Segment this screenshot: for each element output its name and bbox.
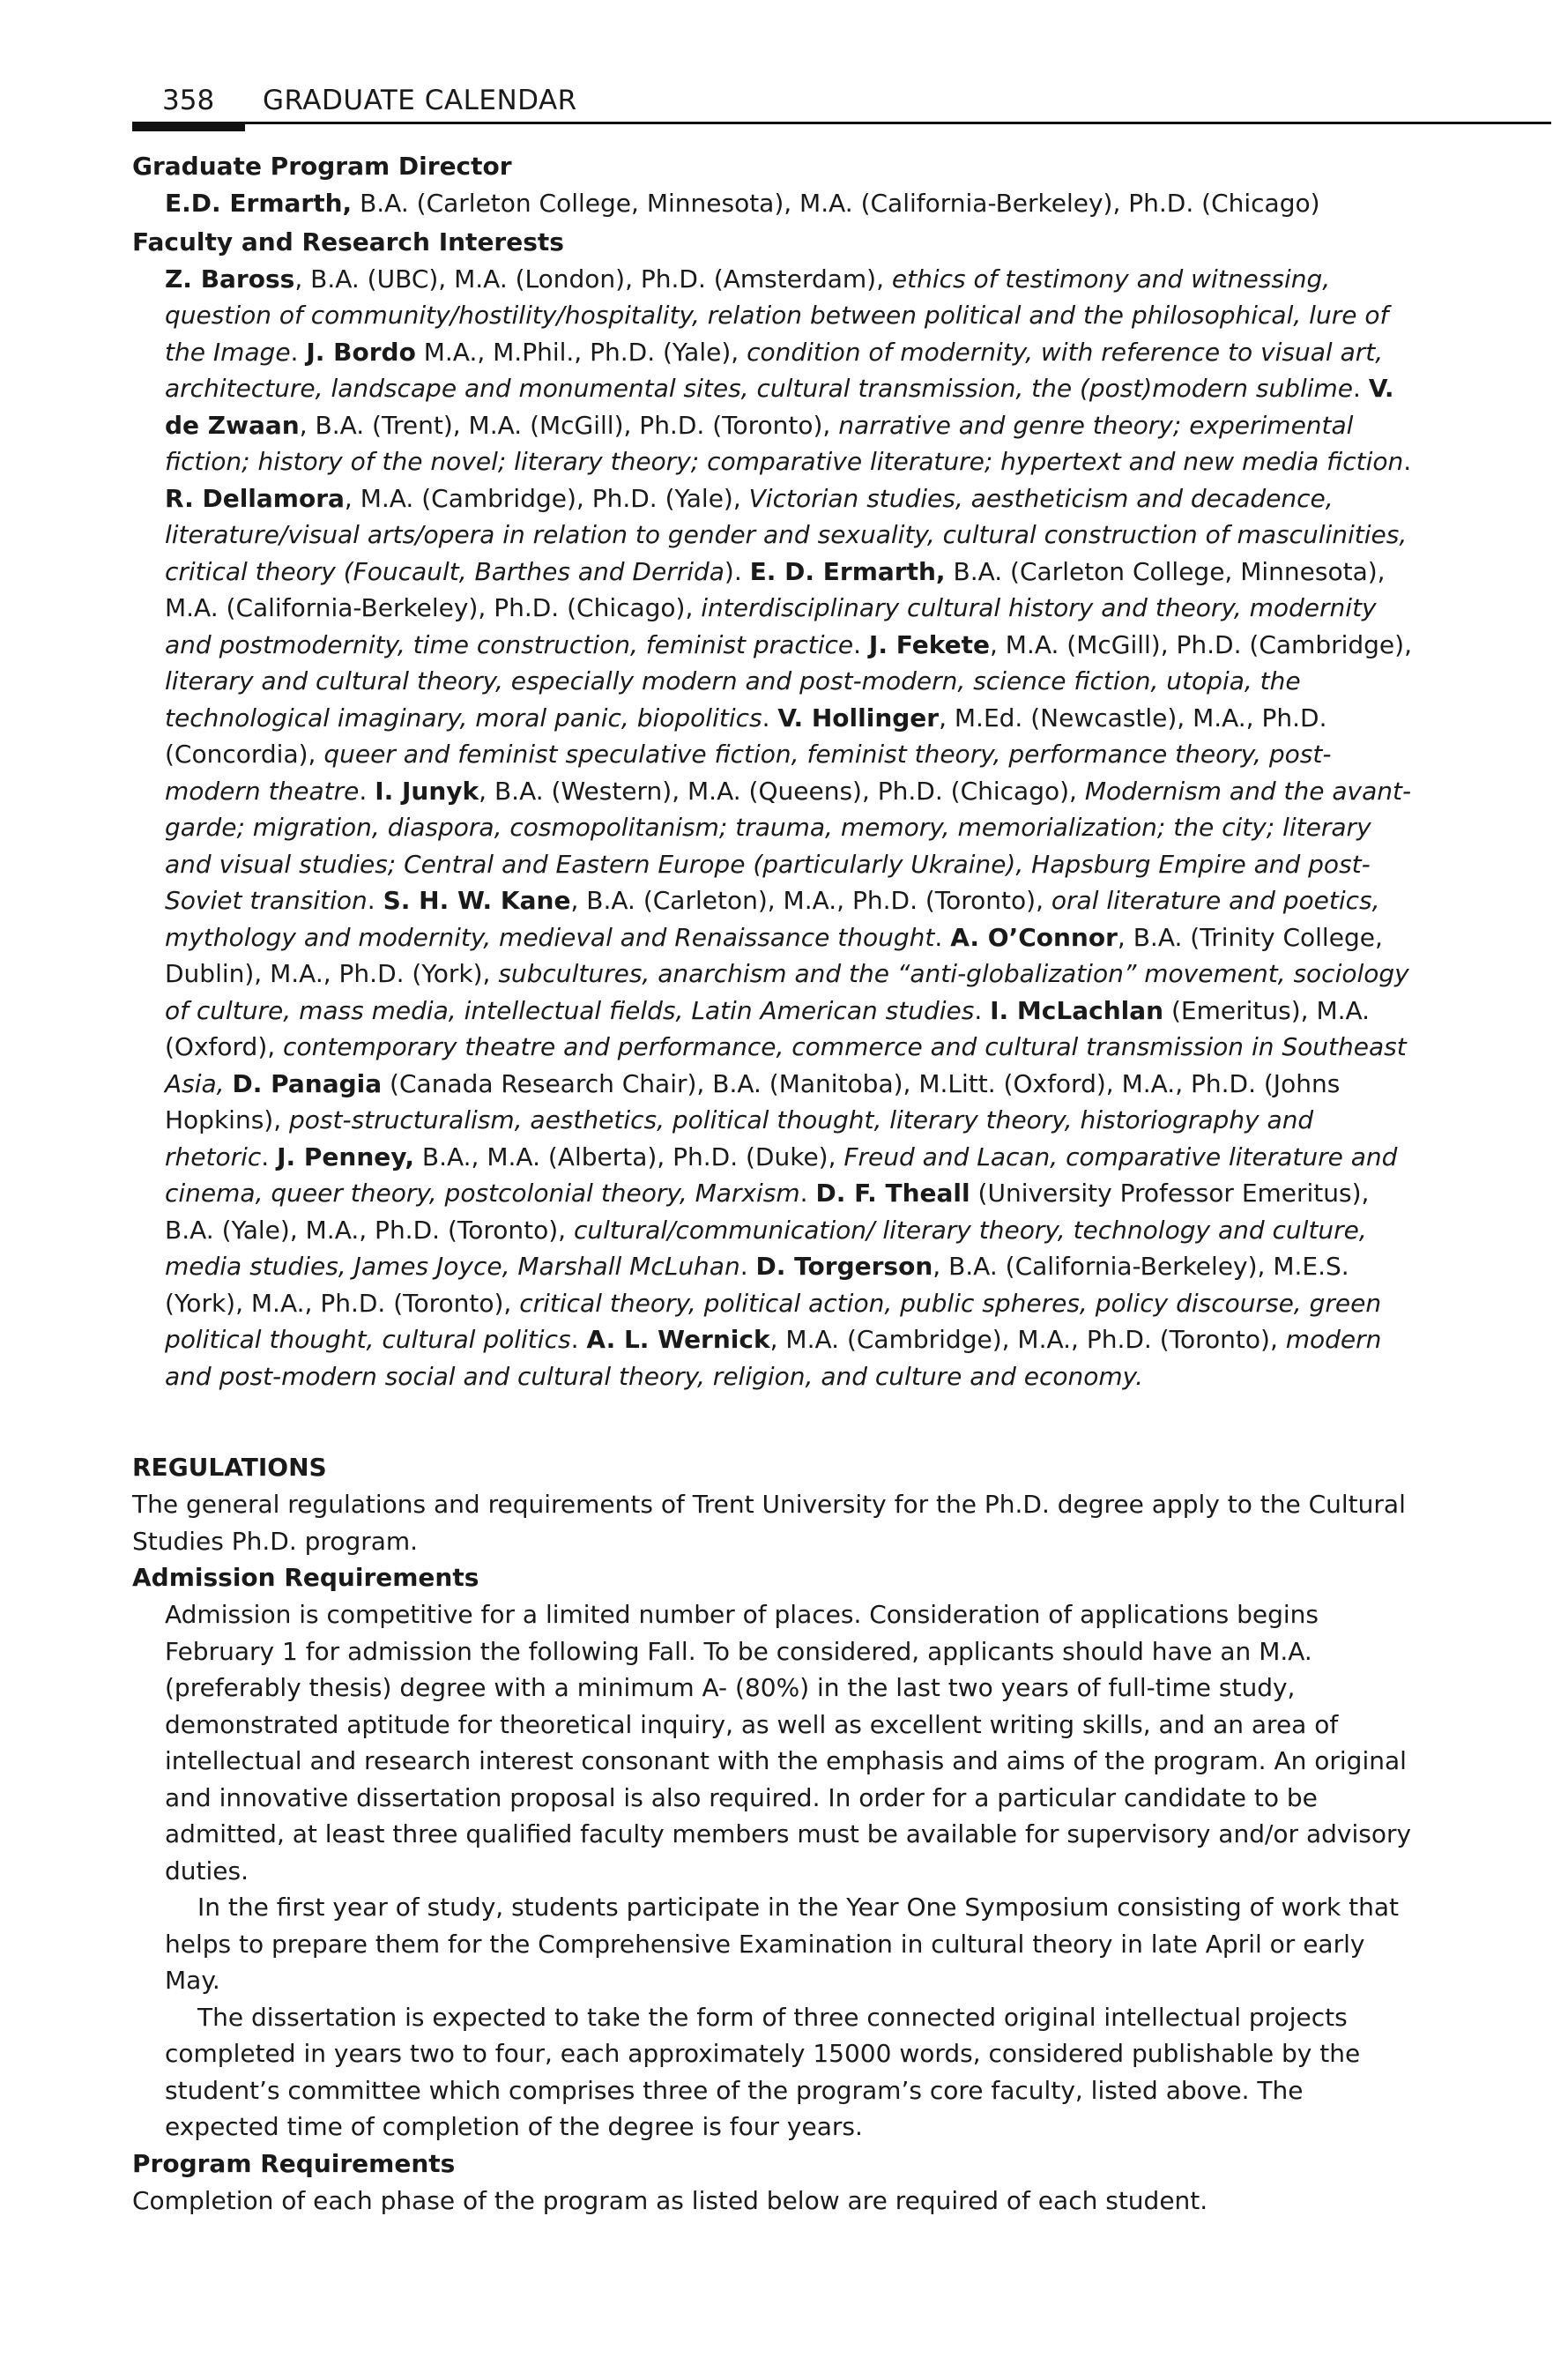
faculty-heading: Faculty and Research Interests <box>132 227 564 257</box>
regulations-text: The general regulations and requirements of Trent University for the Ph.D. degree apply to the Cultural Studies Ph.D. program. <box>132 1490 1406 1556</box>
faculty-credentials: , B.A. (UBC), M.A. (London), Ph.D. (Amsterdam), <box>294 264 892 294</box>
faculty-interests: cultural/communication/ literary theory, technology and culture, media studies, James Joyce, Marshall McLuhan <box>165 1215 1367 1281</box>
faculty-credentials: , M.A. (Cambridge), Ph.D. (Yale), <box>344 483 749 513</box>
faculty-name: E. D. Ermarth, <box>749 556 946 586</box>
faculty-interests: modern and post-modern social and cultural theory, religion, and culture and economy. <box>165 1325 1382 1391</box>
calendar-page <box>132 78 1419 2219</box>
faculty-name: I. McLachlan <box>990 995 1164 1025</box>
faculty-interests: Modernism and the avant-garde; migration, diaspora, cosmopolitanism; trauma, memory, memorialization; the city; literary and visual studies; Central and Eastern Europe (particularly Ukraine), Hapsburg Empire and post-Soviet transition <box>165 776 1412 915</box>
faculty-entry-end: ). <box>724 556 750 586</box>
faculty-interests: post-structuralism, aesthetics, political thought, literary theory, historiography and rhetoric <box>165 1105 1314 1171</box>
running-header <box>132 78 1419 129</box>
director-credentials: B.A. (Carleton College, Minnesota), M.A. (California-Berkeley), Ph.D. (Chicago) <box>352 189 1320 218</box>
faculty-interests: oral literature and poetics, mythology and modernity, medieval and Renaissance thought <box>165 886 1380 952</box>
faculty-credentials: , B.A. (California-Berkeley), M.E.S. (York), M.A., Ph.D. (Toronto), <box>165 1252 1349 1318</box>
regulations-heading: REGULATIONS <box>132 1453 327 1482</box>
faculty-interests: narrative and genre theory; experimental fiction; history of the novel; literary theory; comparative literature; hypertext and new media fiction <box>165 410 1404 476</box>
faculty-credentials: , B.A. (Carleton), M.A., Ph.D. (Toronto), <box>570 886 1051 915</box>
faculty-credentials: , B.A. (Trent), M.A. (McGill), Ph.D. (Toronto), <box>299 410 839 440</box>
faculty-name: J. Penney, <box>277 1142 414 1171</box>
running-title: GRADUATE CALENDAR <box>263 85 577 116</box>
faculty-entry-end: . <box>1353 374 1369 403</box>
faculty-name: D. Torgerson <box>755 1252 933 1281</box>
header-rule-thick <box>132 122 245 131</box>
faculty-name: V. de Zwaan <box>165 374 1394 440</box>
faculty-interests: queer and feminist speculative fiction, feminist theory, performance theory, post-modern theatre <box>165 740 1332 806</box>
faculty-name: D. F. Theall <box>815 1179 970 1208</box>
header-rule-thin <box>245 122 1551 124</box>
faculty-credentials: B.A., M.A. (Alberta), Ph.D. (Duke), <box>413 1142 844 1171</box>
admission-heading: Admission Requirements <box>132 1563 479 1592</box>
faculty-interests: Freud and Lacan, comparative literature and cinema, queer theory, postcolonial theory, Marxism <box>165 1142 1398 1208</box>
faculty-name: Z. Baross <box>165 264 295 294</box>
faculty-interests: literary and cultural theory, especially modern and post-modern, science fiction, utopia, the technological imaginary, moral panic, biopolitics <box>165 666 1301 733</box>
faculty-entry-end: . <box>739 1252 756 1281</box>
faculty-entry-end: . <box>367 886 383 915</box>
faculty-credentials: M.A., M.Phil., Ph.D. (Yale), <box>415 337 747 367</box>
faculty-entry-end <box>225 1069 233 1098</box>
faculty-credentials: , M.Ed. (Newcastle), M.A., Ph.D. (Concordia), <box>165 703 1327 769</box>
faculty-interests: ethics of testimony and witnessing, question of community/hostility/hospitality, relation between political and the philosophical, lure of the Image <box>165 264 1389 367</box>
faculty-entry-end: . <box>799 1179 816 1208</box>
faculty-credentials: , M.A. (Cambridge), M.A., Ph.D. (Toronto), <box>769 1325 1286 1354</box>
faculty-name: V. Hollinger <box>777 703 940 733</box>
faculty-entry-end: . <box>261 1142 278 1171</box>
faculty-name: I. Junyk <box>375 776 479 806</box>
faculty-name: J. Bordo <box>306 337 416 367</box>
faculty-name: R. Dellamora <box>165 483 345 513</box>
faculty-name: A. L. Wernick <box>586 1325 770 1354</box>
faculty-entry-end: . <box>974 995 991 1025</box>
director-heading: Graduate Program Director <box>132 152 512 181</box>
faculty-list <box>132 261 1419 1395</box>
faculty-entry-end: . <box>853 629 869 659</box>
program-text: Completion of each phase of the program as listed below are required of each student. <box>132 2185 1208 2215</box>
faculty-entry-end: . <box>934 922 951 952</box>
faculty-credentials: B.A. (Carleton College, Minnesota), M.A. (California-Berkeley), Ph.D. (Chicago), <box>165 556 1386 622</box>
admission-paragraph-3: The dissertation is expected to take the form of three connected original intellectual projects completed in years two to four, each approximately 15000 words, considered publishable by the student’s committee which comprises three of the program’s core faculty, listed above. The expected time of completion of the degree is four years. <box>165 2002 1361 2141</box>
faculty-interests: interdisciplinary cultural history and theory, modernity and postmodernity, time construction, feminist practice <box>165 593 1377 659</box>
faculty-interests: contemporary theatre and performance, commerce and cultural transmission in Southeast Asia, <box>165 1032 1407 1098</box>
faculty-credentials: (Canada Research Chair), B.A. (Manitoba), M.Litt. (Oxford), M.A., Ph.D. (Johns Hopkins), <box>165 1068 1341 1134</box>
faculty-credentials: (Emeritus), M.A. (Oxford), <box>165 995 1371 1061</box>
faculty-name: S. H. W. Kane <box>383 886 571 915</box>
faculty-interests: Victorian studies, aestheticism and decadence, literature/visual arts/opera in relation to gender and sexuality, cultural construction of masculinities, critical theory (Foucault, Barthes and Derrida <box>165 483 1408 586</box>
faculty-credentials: (University Professor Emeritus), B.A. (Yale), M.A., Ph.D. (Toronto), <box>165 1179 1370 1245</box>
faculty-credentials: , B.A. (Western), M.A. (Queens), Ph.D. (Chicago), <box>479 776 1085 806</box>
admission-paragraph-2: In the first year of study, students participate in the Year One Symposium consisting of work that helps to prepare them for the Comprehensive Examination in cultural theory in late April or early May. <box>165 1893 1400 1995</box>
page-number: 358 <box>162 85 215 116</box>
program-heading: Program Requirements <box>132 2148 456 2178</box>
director-entry <box>132 185 1419 222</box>
faculty-name: J. Fekete <box>868 629 990 659</box>
faculty-entry <box>165 338 1383 404</box>
admission-paragraph-1: Admission is competitive for a limited number of places. Consideration of applications begins February 1 for admission the following Fall. To be considered, applicants should have an M.A. (preferably thesis) degree with a minimum A- (80%) in the last two years of full-time study, demonstrated aptitude for theoretical inquiry, as well as excellent writing skills, and an area of intellectual and research interest consonant with the emphasis and aims of the program. An original and innovative dissertation proposal is also required. In order for a particular candidate to be admitted, at least three qualified faculty members must be available for supervisory and/or advisory duties. <box>165 1600 1412 1885</box>
faculty-credentials: , B.A. (Trinity College, Dublin), M.A., Ph.D. (York), <box>165 922 1383 988</box>
faculty-interests: condition of modernity, with reference to visual art, architecture, landscape and monumental sites, cultural transmission, the (post)modern sublime <box>165 337 1384 403</box>
faculty-entry-end: . <box>359 776 375 806</box>
faculty-entry-end: . <box>570 1325 587 1354</box>
director-name: E.D. Ermarth, <box>165 189 353 218</box>
faculty-name: D. Panagia <box>232 1068 383 1098</box>
faculty-entry-end: . <box>1403 447 1412 476</box>
faculty-credentials: , M.A. (McGill), Ph.D. (Cambridge), <box>989 629 1412 659</box>
faculty-entry-end: . <box>290 337 307 367</box>
faculty-interests: subcultures, anarchism and the “anti-globalization” movement, sociology of culture, mass media, intellectual fields, Latin American studies <box>165 959 1409 1025</box>
faculty-entry-end: . <box>762 703 778 733</box>
faculty-name: A. O’Connor <box>950 922 1118 952</box>
faculty-interests: critical theory, political action, public spheres, policy discourse, green political thought, cultural politics <box>165 1288 1382 1354</box>
